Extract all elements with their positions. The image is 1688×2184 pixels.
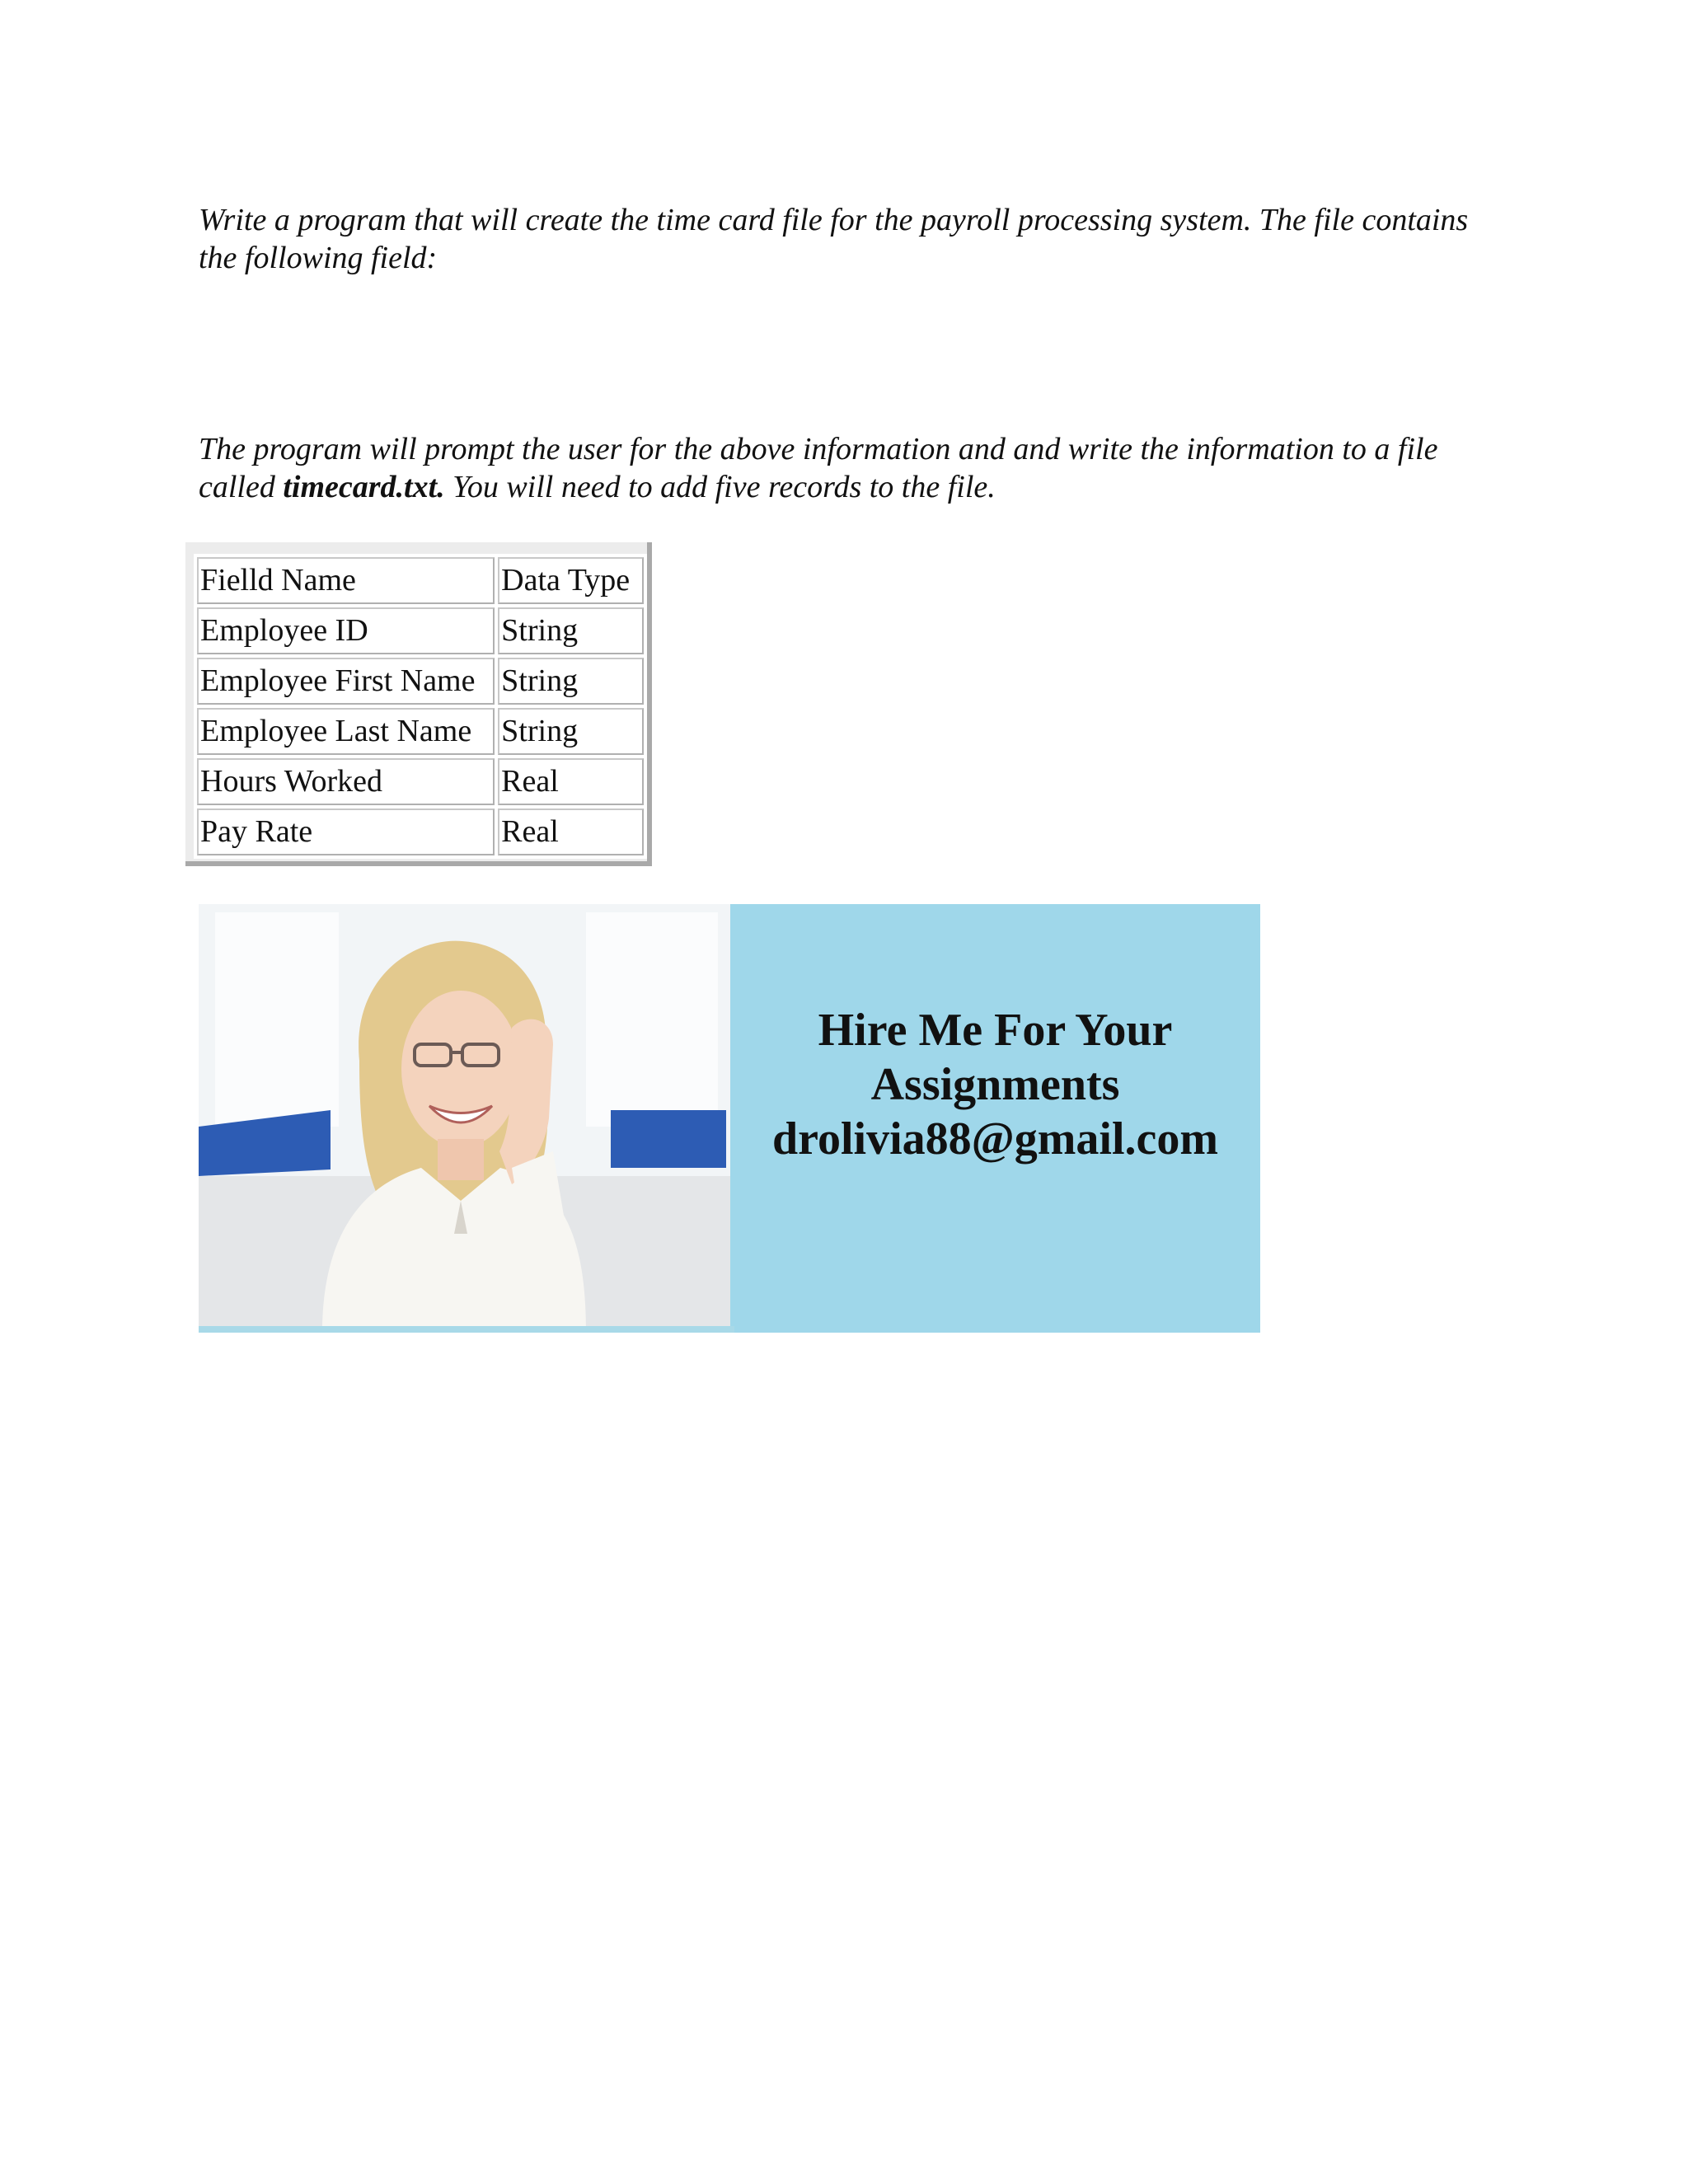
instructions-filename: timecard.txt. — [283, 470, 445, 504]
banner-bottom-strip — [199, 1326, 734, 1333]
table-row — [197, 758, 644, 805]
table-cell: Real — [498, 758, 644, 805]
field-table-frame — [185, 542, 652, 866]
banner-line-2: Assignments — [870, 1059, 1120, 1110]
table-row — [197, 808, 644, 855]
banner-email: drolivia88@gmail.com — [771, 1113, 1219, 1165]
table-row — [197, 708, 644, 755]
woman-photo-icon — [199, 904, 734, 1333]
field-table — [194, 554, 647, 859]
table-cell: Employee Last Name — [197, 708, 495, 755]
table-cell: Pay Rate — [197, 808, 495, 855]
banner-photo — [199, 904, 734, 1333]
table-cell: Employee First Name — [197, 658, 495, 705]
instructions-text-after: You will need to add five records to the file. — [444, 470, 996, 504]
table-cell: Employee ID — [197, 607, 495, 654]
table-cell: String — [498, 658, 644, 705]
table-row — [197, 607, 644, 654]
table-row — [197, 658, 644, 705]
table-cell: Fielld Name — [197, 557, 495, 604]
banner-text — [730, 1003, 1260, 1166]
table-cell: Data Type — [498, 557, 644, 604]
table-cell: Real — [498, 808, 644, 855]
instructions-text-before: The program will prompt the user for the above information and and write the information to a file called — [199, 432, 1438, 504]
table-cell: String — [498, 708, 644, 755]
table-cell: Hours Worked — [197, 758, 495, 805]
banner-line-1: Hire Me For Your — [818, 1005, 1173, 1056]
hire-me-banner — [199, 904, 1260, 1333]
intro-paragraph: Write a program that will create the time card file for the payroll processing system. The file contains the following field: — [199, 203, 1469, 275]
instructions-paragraph — [199, 430, 1484, 506]
table-row — [197, 557, 644, 604]
table-cell: String — [498, 607, 644, 654]
